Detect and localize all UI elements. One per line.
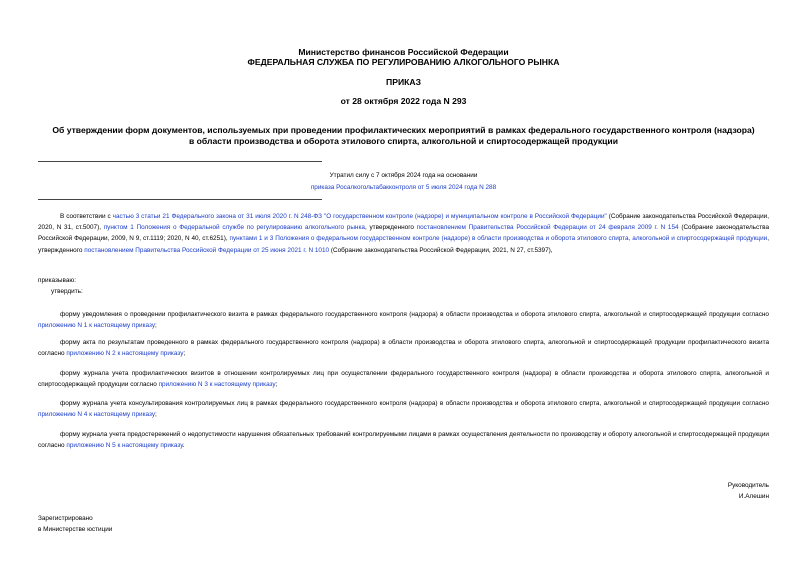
preamble-text: (Собрание законодательства Российской Федерации, 2020, N 31, ст.5007), [38,213,769,232]
item-4 [38,398,769,420]
item-text: форму журнала учета консультирования контролируемых лиц в рамках федерального государственного контроля (надзора) в области производства и оборота этилового спирта, алкогольной и спиртосодержащей продукции согласно [60,400,769,407]
divider-bottom [38,199,322,200]
document-date: от 28 октября 2022 года N 293 [340,96,467,106]
preamble-text: (Собрание законодательства Российской Федерации, 2021, N 27, ст.5397), [329,246,553,254]
government-decree-154-link[interactable]: постановлением Правительства Российской Федерации от 24 февраля 2009 г. N 154 [416,224,679,232]
appendix-1-link[interactable]: приложению N 1 к настоящему приказу [38,322,156,330]
item-2 [38,337,769,359]
status-note-line-2 [0,182,807,193]
document-type: ПРИКАЗ [386,77,421,87]
repeal-order-link[interactable]: приказа Росалкогольтабакконтроля от 5 июля 2024 года N 288 [310,184,497,191]
item-end: . [182,442,185,450]
appendix-5-link[interactable]: приложению N 5 к настоящему приказу [66,442,183,450]
federal-law-248-link[interactable]: частью 3 статьи 21 Федерального закона от 31 июля 2020 г. N 248-ФЗ "О государственном контроле (надзоре) и муниципальном контроле в Российской Федерации" [112,213,607,220]
preamble-paragraph [38,211,769,256]
service-regulation-link[interactable]: пунктом 1 Положения о Федеральной службе по регулированию алкогольного рынка [103,224,365,232]
status-note-text: Утратил силу с 7 октября 2024 года на основании [329,172,478,179]
approve-word: утвердить: [51,288,83,295]
preamble-text: , утвержденного [38,235,770,254]
item-5 [38,429,769,451]
service-name: ФЕДЕРАЛЬНАЯ СЛУЖБА ПО РЕГУЛИРОВАНИЮ АЛКОГОЛЬНОГО РЫНКА [247,57,560,67]
item-end: ; [155,411,157,419]
item-end: ; [155,322,157,330]
appendix-4-link[interactable]: приложению N 4 к настоящему приказу [38,411,156,419]
item-text: форму акта по результатам проведенного в рамках федерального государственного контроля (надзора) в области производства и оборота этилового спирта, алкогольной и спиртосодержащей продукции профилактического визита согласно [38,339,769,358]
preamble-text: (Собрание законодательства Российской Федерации, 2009, N 9, ст.1119; 2020, N 40, ст.6251), [38,224,770,243]
appendix-3-link[interactable]: приложению N 3 к настоящему приказу [158,381,276,389]
item-text: форму журнала учета профилактических визитов в отношении контролируемых лиц при осуществлении федерального государственного контроля (надзора) в области производства и оборота этилового спирта, алкогольной и спиртосодержащей продукции согласно [38,370,769,389]
order-word: приказываю: [38,277,76,284]
preamble-text: , утвержденного [364,224,417,232]
ministry-name: Министерство финансов Российской Федерации [298,47,509,57]
control-regulation-link[interactable]: пунктами 1 и 3 Положения о федеральном государственном контроле (надзоре) в области производства и оборота этилового спирта, алкогольной и спиртосодержащей продукции [229,235,768,243]
item-1 [38,309,769,331]
appendix-2-link[interactable]: приложению N 2 к настоящему приказу [66,350,184,358]
registration-line-2: в Министерстве юстиции [38,526,113,533]
document-title-line-1: Об утверждении форм документов, используемых при проведении профилактических мероприятий в рамках федерального государственного контроля (надзора) [52,125,755,135]
item-text: форму уведомления о проведении профилактического визита в рамках федерального государственного контроля (надзора) в области производства и оборота этилового спирта, алкогольной и спиртосодержащей продукции согласно [60,311,769,318]
item-3 [38,368,769,390]
signer-name: И.Алешин [738,493,769,500]
signer-position: Руководитель [727,482,769,489]
registration-line-1: Зарегистрировано [38,515,93,522]
government-decree-1010-link[interactable]: постановлением Правительства Российской Федерации от 25 июня 2021 г. N 1010 [84,246,330,254]
document-title-line-2: в области производства и оборота этилового спирта, алкогольной и спиртосодержащей продукции [188,136,618,146]
item-text: форму журнала учета предостережений о недопустимости нарушения обязательных требований контролируемыми лицами в рамках осуществления деятельности по производству и обороту алкогольной и спиртосодержащей продукции согласно [38,431,769,450]
preamble-text: В соответствии с [60,213,113,220]
item-end: ; [275,381,278,389]
item-end: ; [183,350,186,358]
divider-top [38,161,322,162]
